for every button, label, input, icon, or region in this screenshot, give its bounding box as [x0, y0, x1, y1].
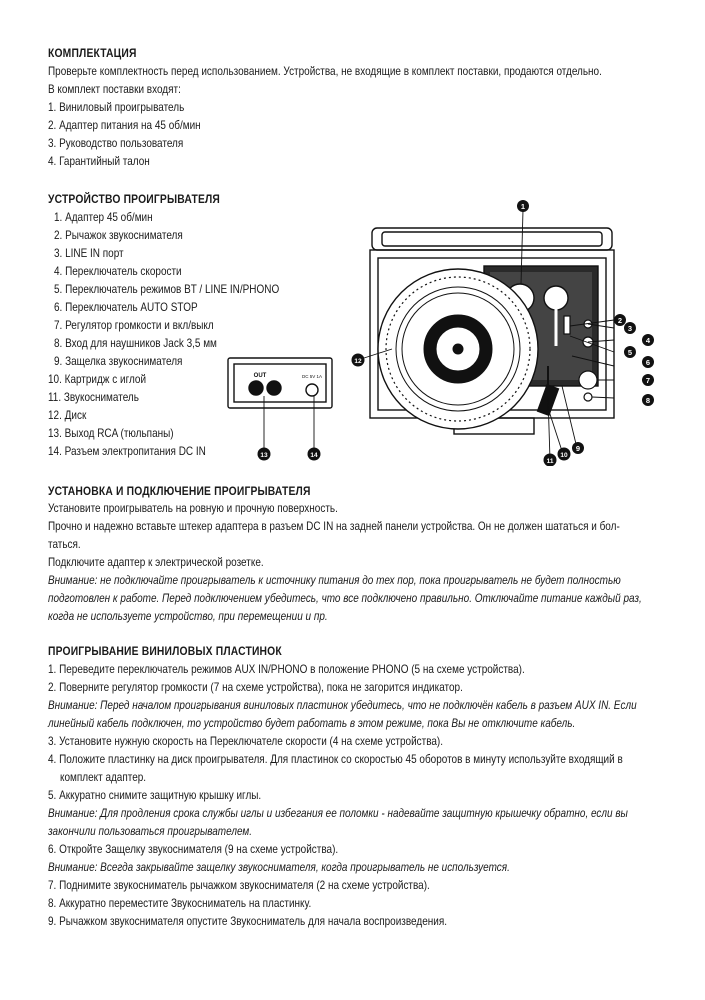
playback-warning-line: Внимание: Для продления срока службы иглы и избегания ее поломки - надевайте защитную крышечку обратно, если вы [48, 807, 628, 820]
section-heading-playback: ПРОИГРЫВАНИЕ ВИНИЛОВЫХ ПЛАСТИНОК [48, 644, 282, 658]
out-label: OUT [253, 373, 267, 379]
playback-warning-line: Внимание: Перед началом проигрывания виниловых пластинок убедитесь, что не подключён кабель в разъем AUX IN. Если [48, 699, 637, 712]
device-item: 11. Звукосниматель [48, 391, 139, 404]
playback-line: 9. Рычажком звукоснимателя опустите Звукосниматель для начала воспроизведения. [48, 915, 447, 928]
back-panel [228, 358, 332, 408]
section-heading-kit: КОМПЛЕКТАЦИЯ [48, 46, 137, 60]
headphone-jack [584, 393, 592, 401]
callout-label: 1 [520, 202, 526, 211]
callout-label: 9 [575, 444, 581, 453]
setup-warning-line: Внимание: не подключайте проигрыватель к источнику питания до тех пор, пока проигрыватель не будет полностью [48, 574, 621, 587]
kit-line: 3. Руководство пользователя [48, 137, 184, 150]
callout-label: 13 [260, 452, 268, 459]
callout-label: 5 [627, 348, 633, 357]
device-item: 10. Картридж с иглой [48, 373, 147, 386]
playback-line: 6. Откройте Защелку звукоснимателя (9 на схеме устройства). [48, 843, 339, 856]
playback-line: 4. Положите пластинку на диск проигрывателя. Для пластинок со скоростью 45 оборотов в минуту используйте входящий в [48, 753, 623, 766]
playback-warning-line: линейный кабель подключен, то устройство будет работать в этом режиме, пока Вы не отключите кабель. [48, 717, 576, 730]
callout-label: 2 [617, 316, 623, 325]
dc-in-jack [306, 384, 318, 396]
line-in-port [564, 316, 570, 334]
playback-warning-line: Внимание: Всегда закрывайте защелку звукоснимателя, когда проигрыватель не используется. [48, 861, 510, 874]
platter [378, 269, 538, 429]
playback-line: комплект адаптер. [60, 771, 147, 784]
setup-warning-line: когда не используете устройство, при перемещении и пр. [48, 610, 328, 623]
setup-line: таться. [48, 538, 81, 551]
kit-line: В комплект поставки входят: [48, 83, 181, 96]
callout-label: 4 [645, 336, 651, 345]
device-item: 12. Диск [48, 409, 87, 422]
dc-label: DC 5V 1A [301, 374, 323, 379]
playback-line: 8. Аккуратно переместите Звукосниматель на пластинку. [48, 897, 312, 910]
playback-line: 2. Поверните регулятор громкости (7 на схеме устройства), пока не загорится индикатор. [48, 681, 463, 694]
setup-line: Прочно и надежно вставьте штекер адаптера в разъем DC IN на задней панели устройства. Он не должен шататься и бол- [48, 520, 620, 533]
device-item: 9. Защелка звукоснимателя [54, 355, 183, 368]
lid-hinge-inner [382, 232, 602, 246]
device-item: 7. Регулятор громкости и вкл/выкл [54, 319, 214, 332]
turntable-diagram [222, 196, 672, 466]
section-heading-setup: УСТАНОВКА И ПОДКЛЮЧЕНИЕ ПРОИГРЫВАТЕЛЯ [48, 484, 311, 498]
rca-left [249, 381, 263, 395]
callout-label: 6 [645, 358, 651, 367]
kit-line: 1. Виниловый проигрыватель [48, 101, 185, 114]
kit-line: 2. Адаптер питания на 45 об/мин [48, 119, 201, 132]
setup-warning-line: подготовлен к работе. Перед подключением убедитесь, что все подключено правильно. Отключайте питание каждый раз, [48, 592, 642, 605]
callout-label: 12 [354, 358, 362, 365]
device-item: 14. Разъем электропитания DC IN [48, 445, 206, 458]
playback-line: 3. Установите нужную скорость на Переключателе скорости (4 на схеме устройства). [48, 735, 444, 748]
device-item: 2. Рычажок звукоснимателя [54, 229, 183, 242]
callout-label: 8 [645, 396, 651, 405]
volume-knob [579, 371, 597, 389]
device-item: 5. Переключатель режимов BT / LINE IN/PHONO [54, 283, 280, 296]
device-item: 4. Переключатель скорости [54, 265, 182, 278]
callout-label: 14 [310, 452, 318, 459]
playback-warning-line: закончили пользоваться проигрывателем. [48, 825, 252, 838]
kit-line: 4. Гарантийный талон [48, 155, 150, 168]
device-item: 8. Вход для наушников Jack 3,5 мм [54, 337, 217, 350]
callout-label: 3 [627, 324, 633, 333]
device-item: 13. Выход RCA (тюльпаны) [48, 427, 174, 440]
playback-line: 1. Переведите переключатель режимов AUX IN/PHONO в положение PHONO (5 на схеме устройства). [48, 663, 525, 676]
spindle [453, 344, 463, 354]
section-heading-device: УСТРОЙСТВО ПРОИГРЫВАТЕЛЯ [48, 192, 220, 206]
setup-line: Установите проигрыватель на ровную и прочную поверхность. [48, 502, 338, 515]
device-item: 1. Адаптер 45 об/мин [54, 211, 153, 224]
playback-line: 7. Поднимите звукосниматель рычажком звукоснимателя (2 на схеме устройства). [48, 879, 430, 892]
callout-label: 11 [546, 458, 554, 465]
playback-line: 5. Аккуратно снимите защитную крышку иглы. [48, 789, 262, 802]
setup-line: Подключите адаптер к электрической розетке. [48, 556, 264, 569]
rca-right [267, 381, 281, 395]
callout-label: 7 [645, 376, 651, 385]
callout-label: 10 [560, 452, 568, 459]
device-item: 3. LINE IN порт [54, 247, 124, 260]
kit-line: Проверьте комплектность перед использованием. Устройства, не входящие в комплект поставки, продаются отдельно. [48, 65, 602, 78]
device-item: 6. Переключатель AUTO STOP [54, 301, 198, 314]
